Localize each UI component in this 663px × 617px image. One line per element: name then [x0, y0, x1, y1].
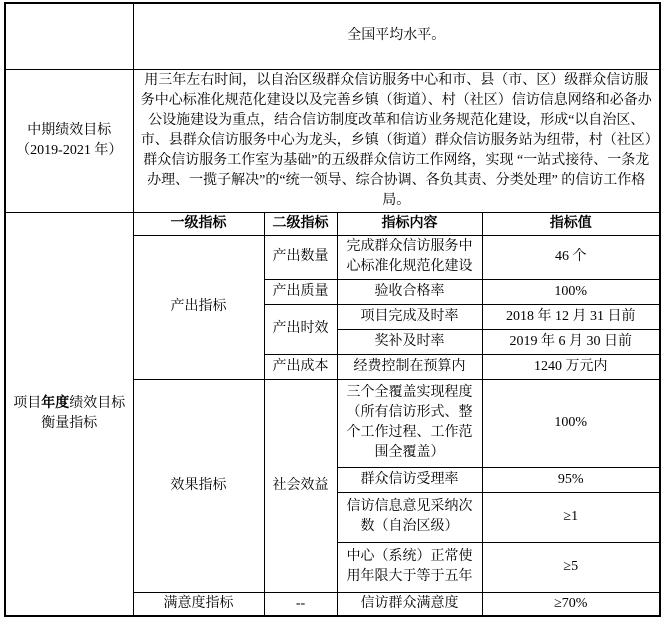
- annual-label-line2: 衡量指标: [41, 415, 98, 431]
- cell-continuation-text: 全国平均水平。: [133, 3, 660, 69]
- annual-label-prefix: 项目: [13, 395, 42, 411]
- annual-label-suffix: 绩效目标: [69, 395, 126, 411]
- cell-content-satisfaction: 信访群众满意度: [337, 592, 482, 616]
- cell-level2-satisfaction: --: [264, 592, 337, 616]
- cell-value-service-life: ≥5: [482, 542, 660, 592]
- cell-value-satisfaction: ≥70%: [482, 592, 660, 616]
- mid-term-label-line1: 中期绩效目标: [27, 122, 112, 138]
- cell-value-full-coverage: 100%: [482, 379, 660, 467]
- cell-empty-label: [5, 3, 133, 69]
- cell-mid-term-description: 用三年左右时间，以自治区级群众信访服务中心和市、县（市、区）级群众信访服务中心标准化规范化建设以及完善乡镇（街道）、村（社区）信访信息网络和必备办公设施建设为重点，结合信访制度改革和信访业务规范化建设，形成“以自治区、市、县群众信访服务中心为龙头，乡镇（街道）群众信访服务站为纽带，村（社区）群众信访服务工作室为基础”的五级群众信访工作网络，实现 “一站式接待、一条龙办理、一揽子解决”的“统一领导、综合协调、各负其责、分类处理” 的信访工作格局。: [133, 69, 660, 212]
- cell-content-acceptance-rate: 群众信访受理率: [337, 467, 482, 492]
- cell-annual-measure-label: [5, 212, 133, 616]
- cell-level2-output-quality: 产出质量: [264, 279, 337, 304]
- cell-value-subsidy-rate: 2019 年 6 月 30 日前: [482, 329, 660, 354]
- cell-value-output-quantity: 46 个: [482, 235, 660, 279]
- cell-content-service-life: 中心（系统）正常使用年限大于等于五年: [337, 542, 482, 592]
- cell-content-full-coverage: 三个全覆盖实现程度（所有信访形式、整个工作过程、工作范围全覆盖）: [337, 379, 482, 467]
- cell-level2-output-timeliness: 产出时效: [264, 304, 337, 354]
- cell-value-acceptance-rate: 95%: [482, 467, 660, 492]
- cell-content-budget-control: 经费控制在预算内: [337, 354, 482, 379]
- cell-value-completion-rate: 2018 年 12 月 31 日前: [482, 304, 660, 329]
- cell-level2-output-quantity: 产出数量: [264, 235, 337, 279]
- header-indicator-value: 指标值: [482, 212, 660, 235]
- cell-value-budget-control: 1240 万元内: [482, 354, 660, 379]
- cell-level2-social-benefit: 社会效益: [264, 379, 337, 592]
- cell-content-completion-rate: 项目完成及时率: [337, 304, 482, 329]
- cell-mid-term-label: [5, 69, 133, 212]
- cell-content-subsidy-rate: 奖补及时率: [337, 329, 482, 354]
- cell-level2-output-cost: 产出成本: [264, 354, 337, 379]
- table-row-mid-term-goals: [5, 69, 660, 212]
- performance-target-table: [4, 2, 661, 617]
- cell-content-output-quality: 验收合格率: [337, 279, 482, 304]
- cell-value-output-quality: 100%: [482, 279, 660, 304]
- cell-content-output-quantity: 完成群众信访服务中心标准化规范化建设: [337, 235, 482, 279]
- cell-level1-satisfaction: 满意度指标: [133, 592, 264, 616]
- cell-level1-effect: 效果指标: [133, 379, 264, 592]
- header-indicator-content: 指标内容: [337, 212, 482, 235]
- cell-content-adoption-count: 信访信息意见采纳次数（自治区级）: [337, 492, 482, 542]
- header-level2-indicator: 二级指标: [264, 212, 337, 235]
- annual-label-line1: [10, 394, 129, 414]
- annual-label-bold: 年度: [41, 395, 70, 411]
- cell-level1-output: 产出指标: [133, 235, 264, 379]
- header-level1-indicator: 一级指标: [133, 212, 264, 235]
- table-row-continuation: [5, 3, 660, 69]
- cell-value-adoption-count: ≥1: [482, 492, 660, 542]
- mid-term-label-line2: （2019-2021 年）: [16, 142, 123, 158]
- indicator-header-row: [5, 212, 660, 235]
